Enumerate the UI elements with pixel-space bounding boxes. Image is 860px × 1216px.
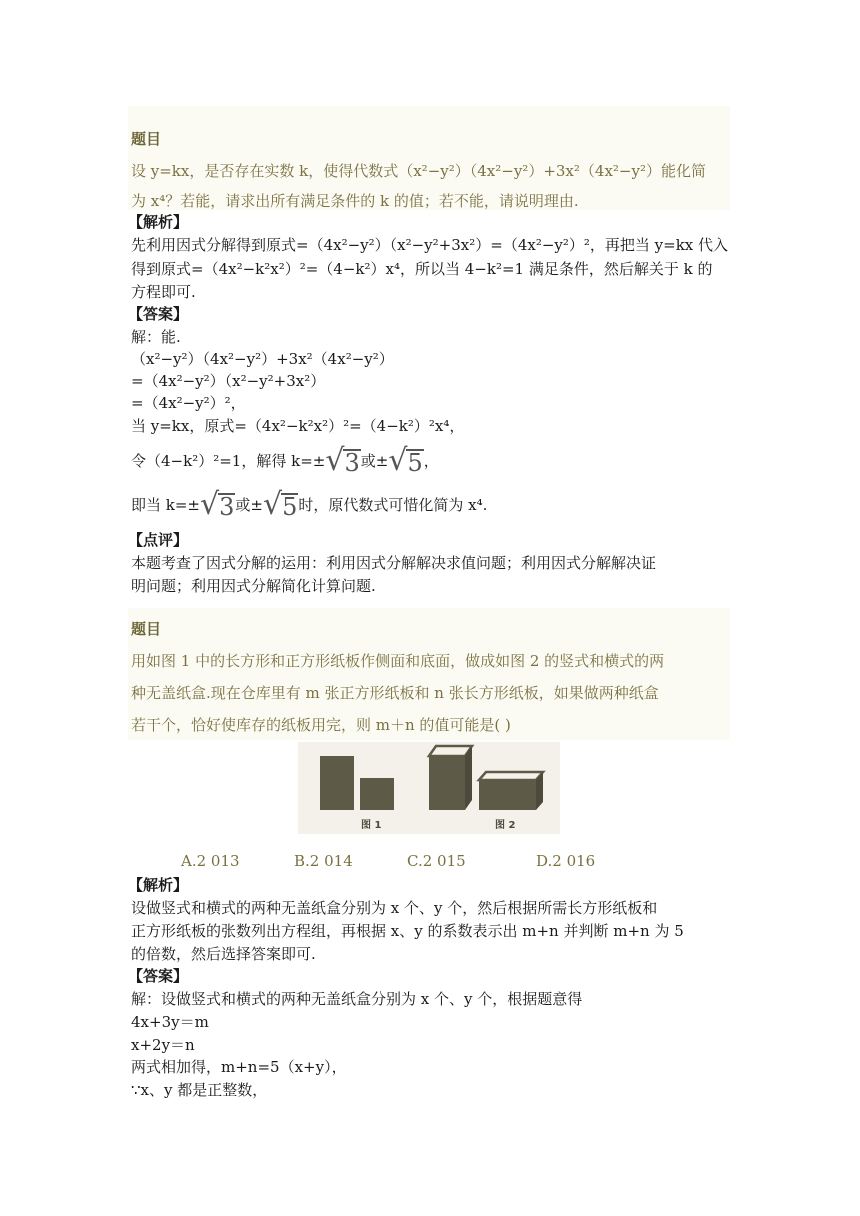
question-1-text-line1: 设 y=kx，是否存在实数 k，使得代数式（x²−y²）（4x²−y²）+3x²（4x²−y²）能化简 [131,162,706,180]
q2-analysis-heading: 【解析】 [128,876,189,894]
question-2-title: 题目 [131,620,162,638]
q1-answer-line6-or: 或± [360,452,389,470]
sqrt-5-expression [388,443,423,478]
square-board [360,778,394,810]
choice-d: D.2 016 [536,852,596,870]
q1-answer-line4: =（4x²−y²）²， [131,394,246,412]
question-2-text-line1: 用如图 1 中的长方形和正方形纸板作侧面和底面，做成如图 2 的竖式和横式的两 [131,652,665,670]
radical-sign-icon: √ [325,443,345,478]
radical-sign-icon: √ [388,443,408,478]
q1-answer-line6-end: ， [423,452,439,470]
choice-c: C.2 015 [407,852,466,870]
rectangle-board [320,756,354,810]
q1-answer-line6-prefix: 令（4−k²）²=1，解得 k=± [131,452,326,470]
q1-review-heading: 【点评】 [128,531,189,549]
q1-answer-line3: =（4x²−y²）（x²−y²+3x²） [131,372,326,390]
box-figure-drawing [298,742,560,834]
sqrt-3-expression [325,443,360,478]
figure-2-label: 图 2 [495,820,516,831]
question-2-block [128,608,730,740]
q1-analysis-line3: 方程即可. [131,283,196,301]
q2-answer-heading: 【答案】 [128,967,189,985]
q1-answer-line7-end: 时，原代数式可惜化简为 x⁴. [298,496,488,514]
question-1-text-line2: 为 x⁴？若能，请求出所有满足条件的 k 的值；若不能，请说明理由. [131,192,579,210]
radicand-3: 3 [344,449,360,477]
question-2-text-line2: 种无盖纸盒.现在仓库里有 m 张正方形纸板和 n 张长方形纸板，如果做两种纸盒 [131,684,659,702]
question-2-text-line3: 若干个，恰好使库存的纸板用完，则 m＋n 的值可能是( ) [131,716,511,734]
q1-answer-heading: 【答案】 [128,305,189,323]
q2-answer-line1: 解：设做竖式和横式的两种无盖纸盒分别为 x 个、y 个，根据题意得 [131,990,583,1008]
radicand-5: 5 [282,493,298,521]
radical-sign-icon: √ [200,487,220,522]
q2-answer-line4: 两式相加得，m+n=5（x+y）， [131,1058,347,1076]
q1-analysis-line2: 得到原式=（4x²−k²x²）²=（4−k²）x⁴，所以当 4−k²=1 满足条件，然后解关于 k 的 [131,260,713,278]
choice-a: A.2 013 [181,852,240,870]
q1-answer-line5: 当 y=kx，原式=（4x²−k²x²）²=（4−k²）²x⁴， [131,417,465,435]
horizontal-box-icon [479,772,543,810]
q1-review-line1: 本题考查了因式分解的运用：利用因式分解解决求值问题；利用因式分解解决证 [131,554,657,572]
vertical-box-icon [429,746,472,810]
q2-answer-line5: ∵x、y 都是正整数， [131,1081,268,1099]
question-1-block [128,106,730,210]
q2-answer-line2: 4x+3y＝m [131,1013,209,1031]
q1-answer-line7-or: 或± [235,496,263,514]
radical-sign-icon: √ [262,487,283,522]
question-1-title: 题目 [131,130,162,148]
q2-analysis-line1: 设做竖式和横式的两种无盖纸盒分别为 x 个、y 个，然后根据所需长方形纸板和 [131,899,658,917]
q1-answer-line7-prefix: 即当 k=± [131,496,200,514]
q1-answer-line6 [131,443,439,478]
q1-answer-line2: （x²−y²）（4x²−y²）+3x²（4x²−y²） [131,350,394,368]
radicand-3: 3 [219,493,235,521]
q1-analysis-line1: 先利用因式分解得到原式=（4x²−y²）（x²−y²+3x²）=（4x²−y²）²，再把当 y=kx 代入 [131,236,729,254]
q2-analysis-line2: 正方形纸板的张数列出方程组，再根据 x、y 的系数表示出 m+n 并判断 m+n 为 5 [131,922,684,940]
q2-answer-line3: x+2y＝n [131,1036,195,1054]
choice-b: B.2 014 [294,852,353,870]
q2-analysis-line3: 的倍数，然后选择答案即可. [131,945,316,963]
radicand-5: 5 [407,449,423,477]
figure-1-label: 图 1 [361,820,382,831]
box-figure [298,742,560,834]
q1-analysis-heading: 【解析】 [128,213,189,231]
sqrt-3-expression [200,487,235,522]
q1-review-line2: 明问题；利用因式分解简化计算问题. [131,577,376,595]
q1-answer-line7 [131,487,488,522]
sqrt-5-expression [262,487,298,522]
q1-answer-line1: 解：能. [131,328,181,346]
